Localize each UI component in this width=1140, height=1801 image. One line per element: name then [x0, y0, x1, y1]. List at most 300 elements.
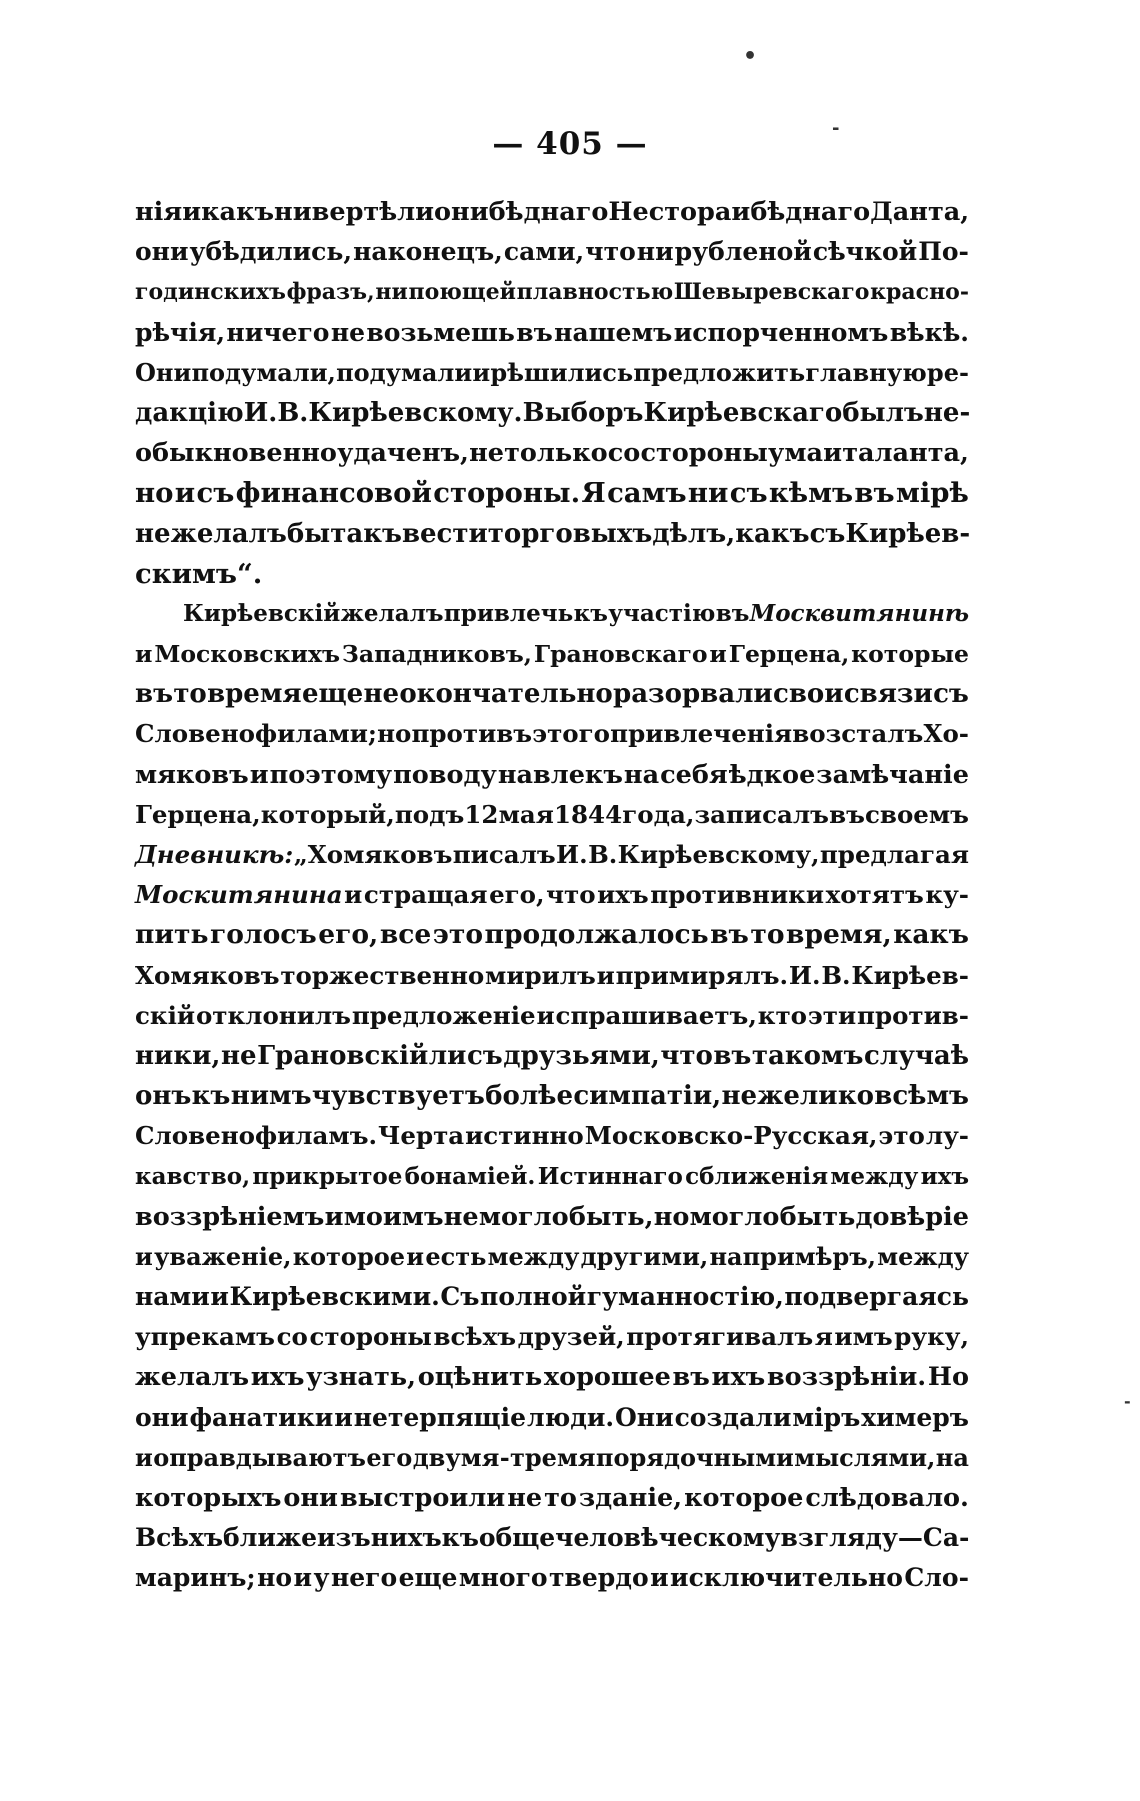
word: выстроили — [339, 1483, 506, 1513]
word: привлеченія — [610, 719, 793, 749]
word: Черта — [378, 1121, 465, 1151]
word: Словенофиламъ. — [135, 1121, 378, 1151]
word: стороны — [640, 438, 768, 469]
word: общечеловѣческому — [478, 1523, 781, 1553]
word: возьмешь — [366, 317, 515, 347]
word: И. — [788, 960, 821, 990]
word: предлагая — [819, 840, 969, 869]
word: Выборъ — [522, 397, 644, 428]
text-line — [135, 192, 969, 232]
word: Московско-Русская, — [584, 1121, 878, 1151]
word: ни — [636, 237, 674, 267]
word: Кирѣевскому. — [308, 397, 523, 428]
word: и — [174, 477, 196, 510]
word: эти — [807, 1000, 857, 1030]
word: разорвали — [613, 679, 773, 710]
word: Съ — [440, 1282, 480, 1312]
word: не — [507, 1483, 543, 1513]
word: Герцена, — [728, 640, 850, 669]
word: сѣчкой — [812, 237, 918, 267]
word: но — [135, 477, 174, 510]
word: спрашиваетъ, — [555, 1000, 757, 1030]
word: 1844 — [553, 799, 623, 829]
word: 12 — [464, 799, 499, 829]
text-line — [135, 313, 969, 353]
word: вести — [401, 518, 488, 549]
word: съ — [466, 1040, 503, 1071]
word: въ — [715, 599, 750, 627]
word: участію — [608, 599, 716, 627]
word: онъ — [135, 1081, 192, 1112]
word: рубленой — [674, 237, 812, 267]
word: Они — [135, 357, 192, 387]
word: Москвитянинѣ — [749, 599, 969, 627]
word: убѣдились, — [189, 237, 353, 267]
word: какъ — [735, 518, 810, 549]
word: ѣдкое — [728, 759, 816, 790]
text-line — [135, 956, 969, 996]
word: всѣмъ — [874, 1081, 969, 1112]
word: моимъ — [343, 1201, 444, 1232]
word: Кирѣевскій — [183, 599, 341, 627]
word: только — [504, 438, 608, 469]
word: они — [135, 237, 189, 267]
word: нетерпящіе — [353, 1402, 527, 1432]
word: и — [596, 960, 615, 990]
word: что — [546, 880, 596, 910]
word: кѣмъ — [768, 477, 854, 510]
word: желалъ — [135, 1362, 250, 1393]
word: Сло- — [904, 1563, 969, 1593]
word: своемъ — [865, 799, 969, 829]
word: твердо — [549, 1563, 649, 1593]
word: - — [499, 1442, 510, 1472]
word: рѣчія, — [135, 317, 226, 347]
word: „Хомяковъ — [293, 840, 453, 869]
word: себя — [660, 759, 728, 790]
word: Грановскій — [257, 1040, 429, 1071]
word: рѣшились — [490, 357, 634, 387]
word: ни — [375, 279, 408, 306]
word: въ — [516, 317, 553, 347]
word: они — [135, 1402, 189, 1432]
word: возсталъ — [792, 719, 924, 749]
word: лу- — [925, 1121, 969, 1151]
word: сами, — [503, 237, 585, 267]
text-line — [135, 1076, 969, 1116]
word: время, — [786, 919, 892, 951]
word: имъ — [834, 1322, 893, 1352]
word: они — [434, 197, 489, 227]
word: фанатики — [189, 1402, 334, 1432]
word: со — [276, 1322, 308, 1352]
word: По- — [918, 237, 969, 267]
word: слѣдовало. — [805, 1483, 969, 1513]
word: бѣднаго — [488, 197, 609, 227]
text-line — [135, 755, 969, 795]
word: стороны. — [433, 477, 581, 510]
word: замѣчаніе — [816, 759, 969, 790]
word: нами — [135, 1282, 210, 1312]
word: Грановскаго — [533, 640, 708, 669]
word: мирилъ — [485, 960, 596, 990]
word: подумали — [336, 357, 473, 387]
word: этого — [532, 719, 610, 749]
text-line — [135, 1558, 969, 1598]
word: былъ — [842, 397, 924, 428]
word: которое — [684, 1483, 804, 1513]
word: на — [623, 759, 660, 790]
text-line — [135, 674, 969, 714]
text-line — [135, 1116, 969, 1156]
word: все — [379, 919, 432, 951]
word: чувствуетъ — [311, 1081, 485, 1112]
word: ихъ — [920, 1162, 969, 1190]
word: Словенофилами; — [135, 719, 377, 749]
word: дакцію — [135, 397, 244, 428]
text-line — [135, 1357, 969, 1397]
text-line — [135, 1237, 969, 1277]
word: еще — [301, 679, 364, 710]
word: продолжалось — [484, 919, 709, 951]
word: торжественно — [280, 960, 485, 990]
word: къ — [191, 1081, 231, 1112]
word: это — [432, 919, 484, 951]
word: Кирѣевскими. — [229, 1282, 440, 1312]
word: дѣлъ, — [652, 518, 736, 549]
word: но — [653, 1201, 690, 1232]
word: Но — [927, 1362, 969, 1393]
word: это — [878, 1121, 925, 1151]
word: но — [377, 719, 412, 749]
word: сближенія — [685, 1162, 829, 1190]
word: но — [257, 1563, 293, 1593]
word: которыхъ — [135, 1483, 282, 1513]
word: предложеніе — [351, 1000, 536, 1030]
text-line — [135, 272, 969, 312]
text-line — [135, 1157, 969, 1197]
word: и — [731, 197, 751, 227]
word: и — [334, 1402, 353, 1432]
word: они — [283, 1483, 338, 1513]
word: Шевыревскаго — [673, 279, 870, 306]
text-line — [135, 1317, 969, 1357]
word: Они — [615, 1402, 674, 1432]
word: фразъ, — [286, 279, 375, 306]
text-line — [135, 1036, 969, 1076]
word: который, — [260, 799, 395, 829]
print-speck: • — [743, 44, 758, 69]
word: между — [487, 1241, 580, 1271]
word: что — [660, 1040, 713, 1071]
text-line — [135, 433, 969, 473]
word: Кирѣевскому, — [617, 840, 820, 869]
word: со — [607, 438, 641, 469]
word: другими, — [580, 1241, 709, 1271]
word: Кирѣевскаго — [643, 397, 843, 428]
word: и — [406, 1241, 425, 1271]
word: хорошее — [543, 1362, 671, 1393]
word: Всѣхъ — [135, 1523, 224, 1553]
word: года, — [622, 799, 695, 829]
word: и — [324, 1201, 344, 1232]
paragraph-first-line — [135, 594, 969, 634]
word: въ — [135, 679, 174, 710]
word: кто — [757, 1000, 807, 1030]
word: оцѣнить — [417, 1362, 543, 1393]
word: быть — [779, 1201, 856, 1232]
word: Западниковъ, — [341, 640, 532, 669]
word: обыкновенно — [135, 438, 337, 469]
text-line — [135, 1438, 969, 1478]
word: міръ — [792, 1402, 861, 1432]
word: поэтому — [269, 759, 393, 790]
word: не — [220, 1040, 257, 1071]
word: узнать, — [306, 1362, 416, 1393]
word: что — [585, 237, 636, 267]
word: ума — [768, 438, 824, 469]
word: протягивалъ — [626, 1322, 814, 1352]
word: нія — [135, 197, 183, 227]
word: къ — [573, 599, 608, 627]
word: Кирѣев- — [845, 518, 971, 549]
word: съ — [933, 679, 969, 710]
word: голосъ — [210, 919, 317, 951]
word: друзьями, — [503, 1040, 660, 1071]
word: не — [330, 317, 366, 347]
print-speck: - — [832, 118, 840, 139]
text-line — [135, 554, 969, 594]
word: такомъ — [751, 1040, 864, 1071]
word: предложить — [633, 357, 806, 387]
word: И. — [556, 840, 588, 869]
word: наконецъ, — [353, 237, 503, 267]
word: ко — [837, 1081, 874, 1112]
word: поводу — [393, 759, 497, 790]
word: против- — [857, 1000, 969, 1030]
word: Московскихъ — [154, 640, 341, 669]
word: маринъ; — [135, 1563, 256, 1593]
word: у — [313, 1563, 330, 1593]
word: Кирѣев- — [851, 960, 969, 990]
word: нежели — [721, 1081, 838, 1112]
word: въ — [829, 799, 865, 829]
word: испорченномъ — [673, 317, 889, 347]
word: болѣе — [485, 1081, 573, 1112]
word: ихъ — [711, 1362, 766, 1393]
word: ни — [274, 197, 312, 227]
word: пить — [135, 919, 209, 951]
word: противъ — [411, 719, 533, 749]
word: и — [344, 880, 363, 910]
word: поющей — [408, 279, 516, 306]
word: финансовой — [235, 477, 432, 510]
text-line — [135, 232, 969, 272]
word: противники — [650, 880, 825, 910]
word: ре- — [926, 357, 969, 387]
word: гуманностію, — [586, 1282, 784, 1312]
word: подвергаясь — [784, 1282, 969, 1312]
word: то — [173, 679, 207, 710]
body-text — [135, 192, 969, 1599]
word: могло — [689, 1201, 780, 1232]
text-line — [135, 473, 969, 513]
word: удаченъ, — [337, 438, 469, 469]
word: кавство, — [135, 1162, 251, 1190]
word: двумя — [412, 1442, 500, 1472]
word: свои — [772, 679, 844, 710]
word: и — [182, 197, 202, 227]
word: ничего — [226, 317, 330, 347]
word: и — [709, 640, 727, 669]
word: и — [135, 1241, 153, 1271]
word: оправдываютъ — [153, 1442, 366, 1472]
word: красно- — [870, 279, 969, 306]
text-line — [135, 1197, 969, 1237]
word: и — [135, 1442, 153, 1472]
word: не- — [923, 397, 971, 428]
word: въ — [713, 1040, 752, 1071]
word: записалъ — [694, 799, 829, 829]
word: мая — [498, 799, 554, 829]
word: упрекамъ — [135, 1322, 275, 1352]
word: въ — [672, 1362, 710, 1393]
text-line — [135, 393, 969, 433]
word: воззрѣніи. — [766, 1362, 927, 1393]
word: ни — [687, 477, 729, 510]
text-line — [135, 835, 969, 875]
text-line — [135, 1398, 969, 1438]
word: подумали, — [191, 357, 336, 387]
word: желалъ — [170, 518, 287, 549]
word: связи — [843, 679, 933, 710]
word: не — [363, 679, 400, 710]
word: могло — [478, 1201, 569, 1232]
word: прикрытое — [252, 1162, 403, 1190]
word: ихъ — [597, 880, 649, 910]
word: его, — [489, 880, 545, 910]
word: не — [135, 518, 171, 549]
print-speck: - — [1124, 1392, 1131, 1411]
word: хотятъ — [825, 880, 924, 910]
word: привлечь — [443, 599, 574, 627]
word: и — [293, 1563, 313, 1593]
word: писалъ — [452, 840, 556, 869]
word: какъ — [201, 197, 275, 227]
word: скимъ“. — [135, 557, 263, 590]
word: главную — [805, 357, 927, 387]
word: стороны — [309, 1322, 432, 1352]
word: съ — [729, 477, 768, 510]
word: ку- — [925, 880, 969, 910]
word: его — [366, 1442, 413, 1472]
word: скій — [135, 1000, 196, 1030]
word: его, — [318, 919, 379, 951]
word: годинскихъ — [135, 279, 286, 306]
word: него — [330, 1563, 398, 1593]
word: мыслями, — [794, 1442, 936, 1472]
word: и — [472, 357, 491, 387]
word: ближе — [223, 1523, 318, 1553]
word: И. — [243, 397, 278, 428]
word: В. — [277, 397, 309, 428]
word: къ — [441, 1523, 479, 1553]
word: которое — [292, 1241, 405, 1271]
word: люди. — [526, 1402, 615, 1432]
word: В. — [821, 960, 851, 990]
word: я — [814, 1322, 833, 1352]
word: симпатіи, — [573, 1081, 722, 1112]
word: примирялъ. — [615, 960, 789, 990]
word: Москитянина — [135, 880, 343, 910]
word: бы — [286, 518, 331, 549]
word: съ — [809, 518, 846, 549]
word: много — [458, 1563, 548, 1593]
word: Хо- — [923, 719, 969, 749]
word: еще — [398, 1563, 458, 1593]
word: руку, — [894, 1322, 969, 1352]
word: и — [249, 759, 269, 790]
word: окончательно — [399, 679, 613, 710]
word: стращая — [363, 880, 488, 910]
word: порядочными — [595, 1442, 794, 1472]
word: на — [935, 1442, 969, 1472]
page-number: — 405 — — [492, 126, 648, 162]
word: Хомяковъ — [135, 960, 280, 990]
word: и — [210, 1282, 229, 1312]
word: не — [443, 1201, 479, 1232]
text-line — [135, 875, 969, 915]
word: зданіе, — [578, 1483, 683, 1513]
word: мірѣ — [895, 477, 969, 510]
word: не — [469, 438, 504, 469]
word: Нестора — [608, 197, 732, 227]
word: торговыхъ — [487, 518, 653, 549]
word: полной — [480, 1282, 587, 1312]
word: въ — [710, 919, 749, 951]
word: нимъ — [230, 1081, 312, 1112]
word: подъ — [394, 799, 465, 829]
text-line — [135, 634, 969, 674]
word: самъ — [607, 477, 687, 510]
word: вѣкѣ. — [889, 317, 969, 347]
text-line — [135, 353, 969, 393]
word: мяковъ — [135, 759, 249, 790]
word: изъ — [317, 1523, 371, 1553]
word: довѣріе — [855, 1201, 969, 1232]
word: въ — [854, 477, 895, 510]
word: съ — [196, 477, 235, 510]
word: Дневникѣ: — [135, 840, 294, 869]
word: то — [544, 1483, 577, 1513]
text-line — [135, 514, 969, 554]
word: воззрѣніемъ — [135, 1201, 325, 1232]
word: всѣхъ — [433, 1322, 517, 1352]
word: и — [536, 1000, 555, 1030]
word: быть, — [568, 1201, 654, 1232]
word: плавностью — [516, 279, 674, 306]
word: вертѣли — [311, 197, 435, 227]
word: Герцена, — [135, 799, 261, 829]
word: какъ — [893, 919, 969, 951]
word: бѣднаго — [750, 197, 871, 227]
word: нихъ — [370, 1523, 442, 1553]
word: то — [750, 919, 785, 951]
word: Я — [581, 477, 606, 510]
word: нашемъ — [554, 317, 673, 347]
word: отклонилъ — [195, 1000, 351, 1030]
text-line — [135, 1277, 969, 1317]
